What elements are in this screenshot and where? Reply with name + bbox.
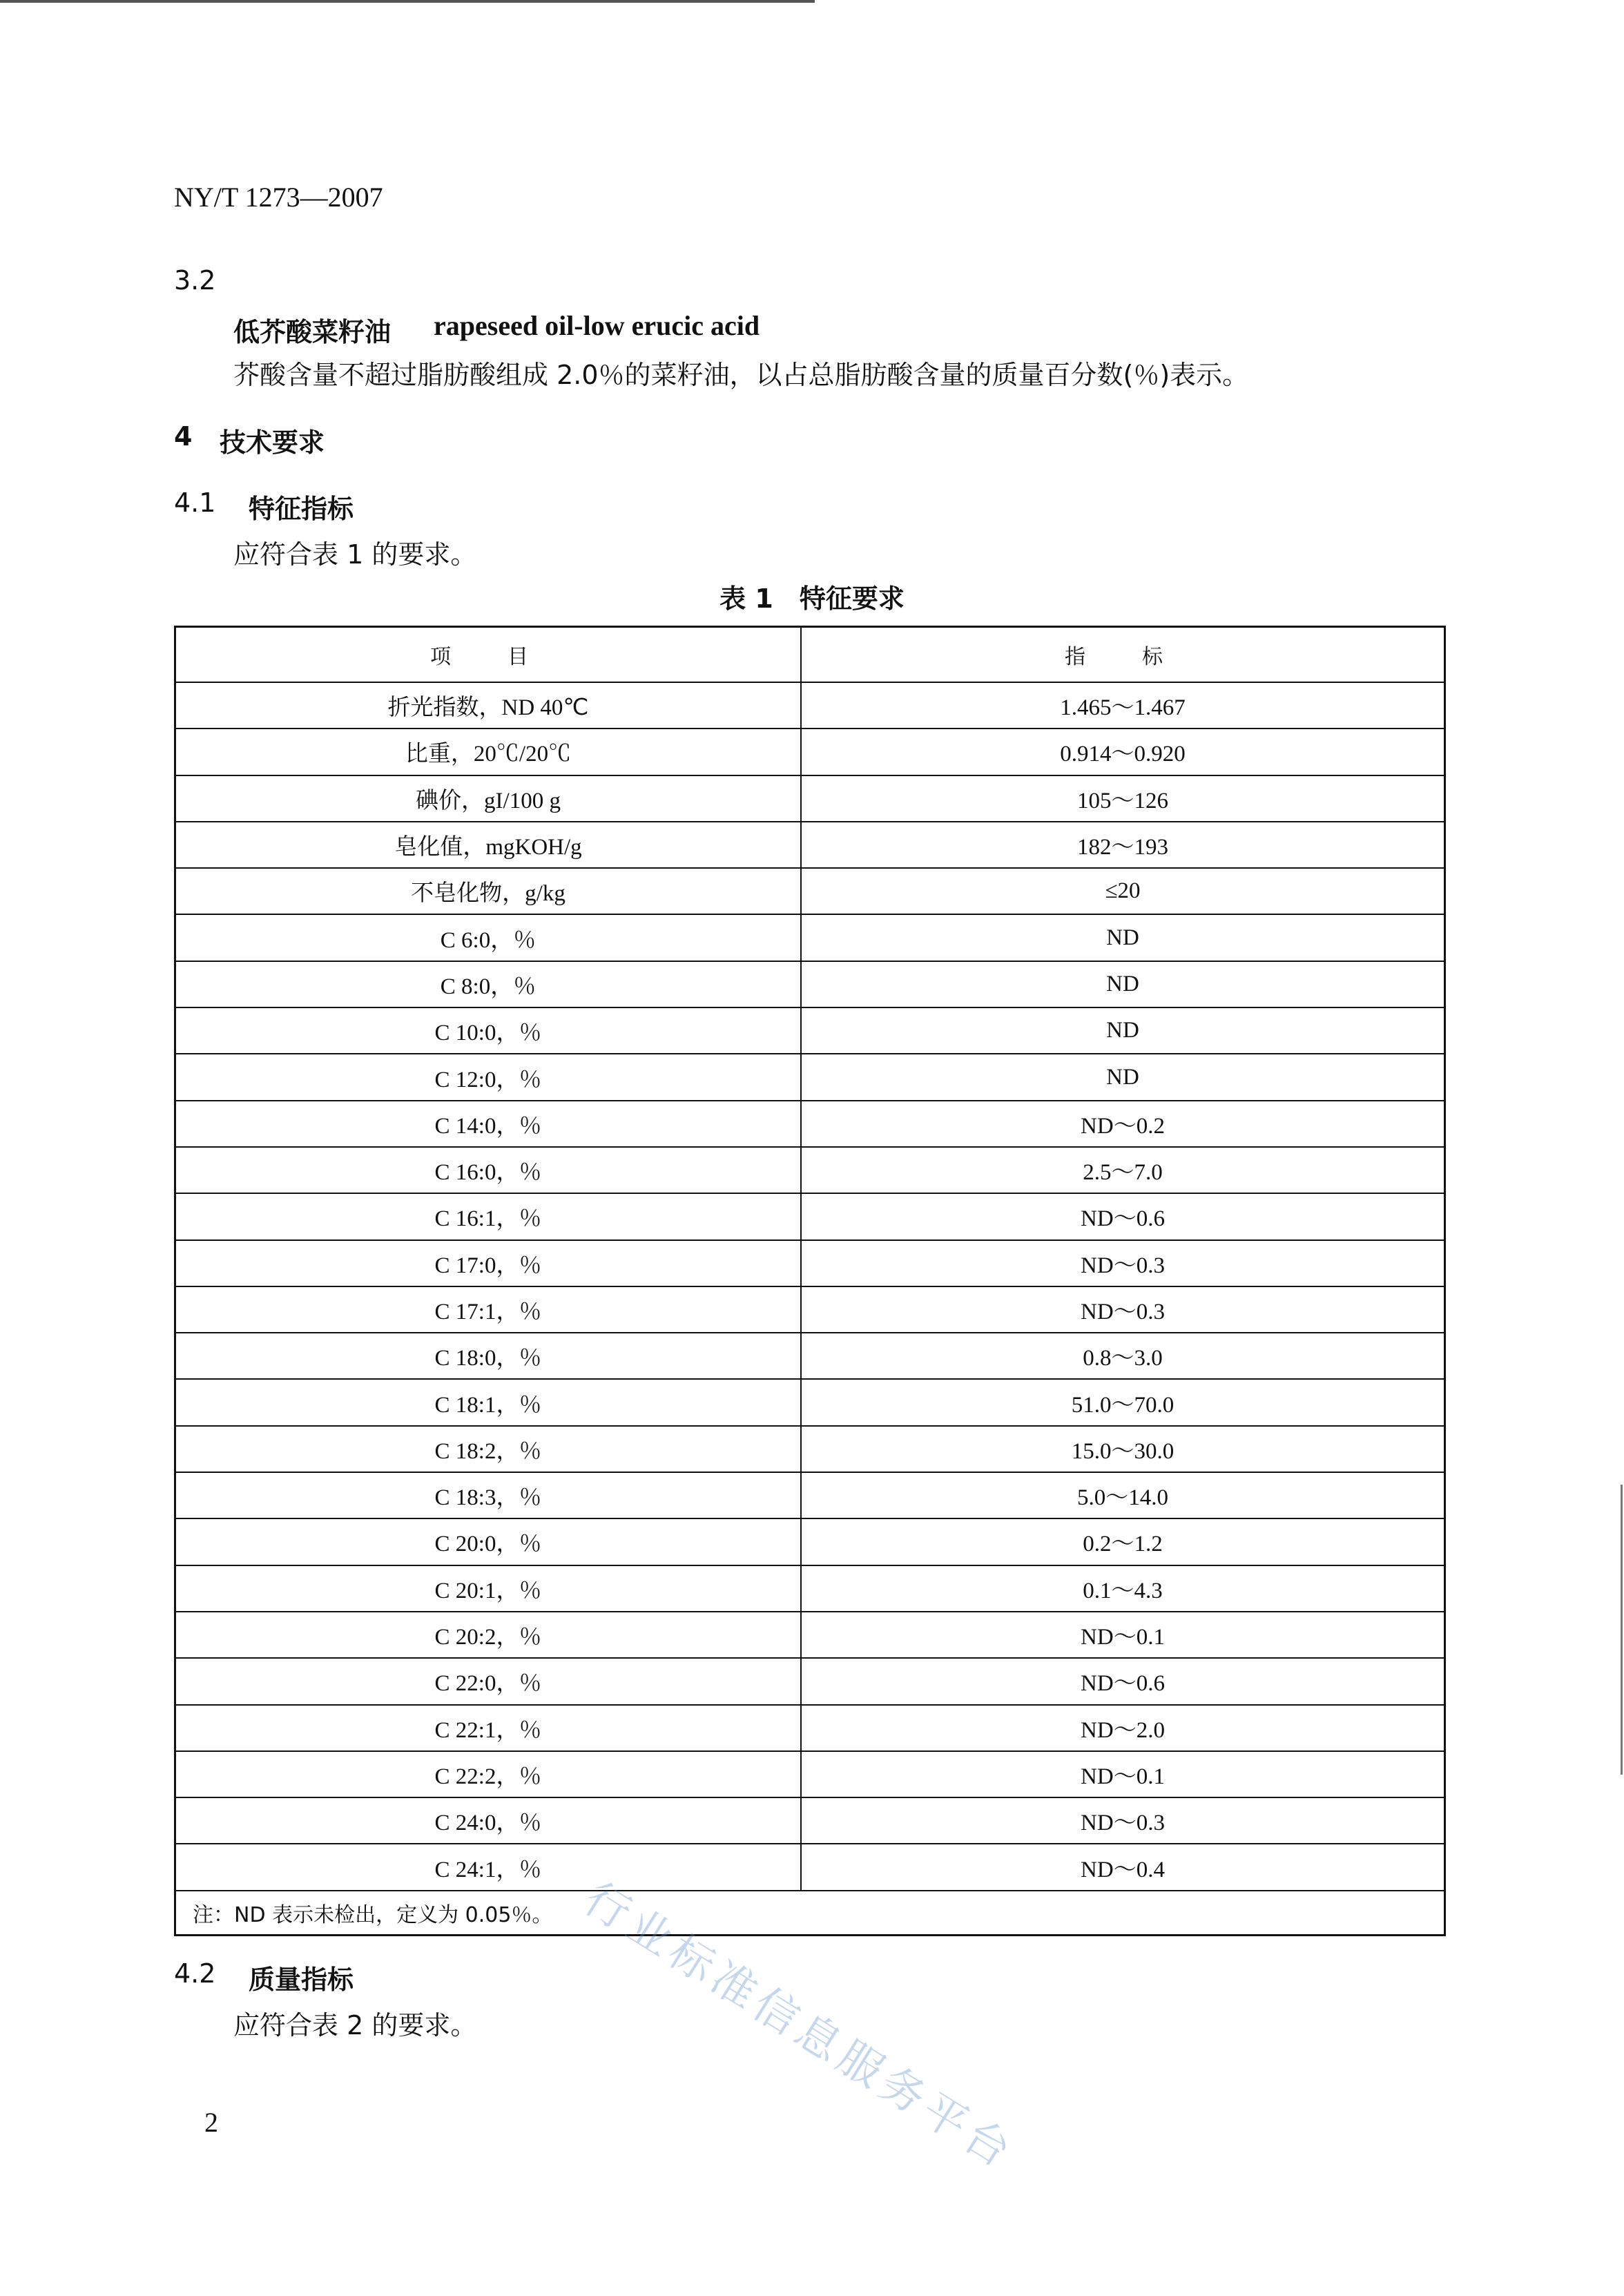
section-number-4-2: 4.2	[174, 1958, 216, 1989]
standard-number: NY/T 1273—2007	[174, 182, 383, 213]
item-cell: C 20:1，％	[175, 1565, 802, 1612]
item-cell: C 22:2，％	[175, 1751, 802, 1797]
section-text-4-1: 应符合表 1 的要求。	[233, 539, 477, 570]
index-cell: ≤20	[801, 868, 1445, 914]
table-row	[175, 682, 1445, 729]
item-cell: C 22:0，％	[175, 1658, 802, 1704]
table-row	[175, 1193, 1445, 1239]
table-row	[175, 1844, 1445, 1890]
item-cell: C 12:0，％	[175, 1054, 802, 1100]
item-cell: C 22:1，％	[175, 1705, 802, 1751]
section-number-4-1: 4.1	[174, 488, 216, 518]
table-row	[175, 1472, 1445, 1518]
item-cell: C 18:1，％	[175, 1379, 802, 1425]
term-chinese: 低芥酸菜籽油	[233, 317, 392, 347]
index-cell: ND～0.2	[801, 1101, 1445, 1147]
table-caption: 表 1 特征要求	[719, 583, 905, 614]
index-cell: ND～2.0	[801, 1705, 1445, 1751]
table-row	[175, 1518, 1445, 1565]
index-cell: 5.0～14.0	[801, 1472, 1445, 1518]
item-cell: C 24:1，％	[175, 1844, 802, 1890]
item-cell: 碘价，gI/100 g	[175, 775, 802, 822]
index-cell: 15.0～30.0	[801, 1426, 1445, 1472]
table-row	[175, 1240, 1445, 1286]
index-cell: 0.8～3.0	[801, 1333, 1445, 1379]
table-row	[175, 822, 1445, 868]
index-cell: ND～0.3	[801, 1240, 1445, 1286]
index-cell: ND～0.1	[801, 1612, 1445, 1658]
item-cell: C 6:0，％	[175, 914, 802, 961]
table-row	[175, 961, 1445, 1007]
item-cell: C 16:0，％	[175, 1147, 802, 1193]
index-cell: 2.5～7.0	[801, 1147, 1445, 1193]
index-cell: ND～0.6	[801, 1658, 1445, 1704]
page-number: 2	[204, 2107, 218, 2138]
index-cell: 51.0～70.0	[801, 1379, 1445, 1425]
table-row	[175, 1426, 1445, 1472]
characteristics-table	[174, 626, 1446, 1936]
item-cell: C 18:2，％	[175, 1426, 802, 1472]
index-cell: ND	[801, 1007, 1445, 1054]
item-cell: C 20:0，％	[175, 1518, 802, 1565]
table-row	[175, 1379, 1445, 1425]
term-english: rapeseed oil-low erucic acid	[434, 310, 760, 341]
item-cell: 比重，20℃/20℃	[175, 729, 802, 775]
table-row	[175, 1565, 1445, 1612]
table-row	[175, 1705, 1445, 1751]
table-row	[175, 1751, 1445, 1797]
item-cell: C 10:0，％	[175, 1007, 802, 1054]
index-cell: 1.465～1.467	[801, 682, 1445, 729]
item-cell: 折光指数，ND 40℃	[175, 682, 802, 729]
term-definition: 芥酸含量不超过脂肪酸组成 2.0％的菜籽油，以占总脂肪酸含量的质量百分数(％)表示。	[233, 360, 1249, 390]
table-row	[175, 868, 1445, 914]
index-cell: ND	[801, 914, 1445, 961]
table-row	[175, 1797, 1445, 1844]
item-cell: C 17:1，％	[175, 1286, 802, 1333]
column-header-index: 指 标	[801, 627, 1445, 683]
watermark: 行业标准信息服务平台	[574, 1873, 1024, 2181]
item-cell: C 16:1，％	[175, 1193, 802, 1239]
table-row	[175, 1333, 1445, 1379]
index-cell: ND～0.3	[801, 1286, 1445, 1333]
index-cell: ND～0.3	[801, 1797, 1445, 1844]
table-row	[175, 1658, 1445, 1704]
index-cell: ND～0.4	[801, 1844, 1445, 1890]
index-cell: ND～0.6	[801, 1193, 1445, 1239]
item-cell: C 24:0，％	[175, 1797, 802, 1844]
index-cell: 182～193	[801, 822, 1445, 868]
scan-top-edge	[0, 0, 815, 3]
table-row	[175, 1147, 1445, 1193]
section-number-3-2: 3.2	[174, 265, 216, 296]
index-cell: 0.2～1.2	[801, 1518, 1445, 1565]
section-number-4: 4	[174, 421, 193, 452]
index-cell: ND～0.1	[801, 1751, 1445, 1797]
item-cell: 皂化值，mgKOH/g	[175, 822, 802, 868]
index-cell: 0.914～0.920	[801, 729, 1445, 775]
table-row	[175, 914, 1445, 961]
item-cell: C 8:0，％	[175, 961, 802, 1007]
item-cell: 不皂化物，g/kg	[175, 868, 802, 914]
item-cell: C 18:0，％	[175, 1333, 802, 1379]
section-text-4-2: 应符合表 2 的要求。	[233, 2010, 477, 2041]
table-note-row	[175, 1891, 1445, 1936]
item-cell: C 14:0，％	[175, 1101, 802, 1147]
index-cell: ND	[801, 961, 1445, 1007]
table-row	[175, 1612, 1445, 1658]
section-title-4: 技术要求	[220, 427, 325, 458]
index-cell: ND	[801, 1054, 1445, 1100]
table-row	[175, 729, 1445, 775]
scan-side-edge	[1621, 1485, 1623, 1775]
item-cell: C 20:2，％	[175, 1612, 802, 1658]
table-row	[175, 1286, 1445, 1333]
section-title-4-1: 特征指标	[249, 494, 354, 524]
column-header-item: 项 目	[175, 627, 802, 683]
table-header-row	[175, 627, 1445, 683]
table-row	[175, 775, 1445, 822]
item-cell: C 18:3，％	[175, 1472, 802, 1518]
table-row	[175, 1007, 1445, 1054]
index-cell: 105～126	[801, 775, 1445, 822]
table-row	[175, 1054, 1445, 1100]
section-title-4-2: 质量指标	[249, 1965, 354, 1995]
table-note: 注：ND 表示未检出，定义为 0.05％。	[175, 1891, 1445, 1936]
table-row	[175, 1101, 1445, 1147]
index-cell: 0.1～4.3	[801, 1565, 1445, 1612]
item-cell: C 17:0，％	[175, 1240, 802, 1286]
